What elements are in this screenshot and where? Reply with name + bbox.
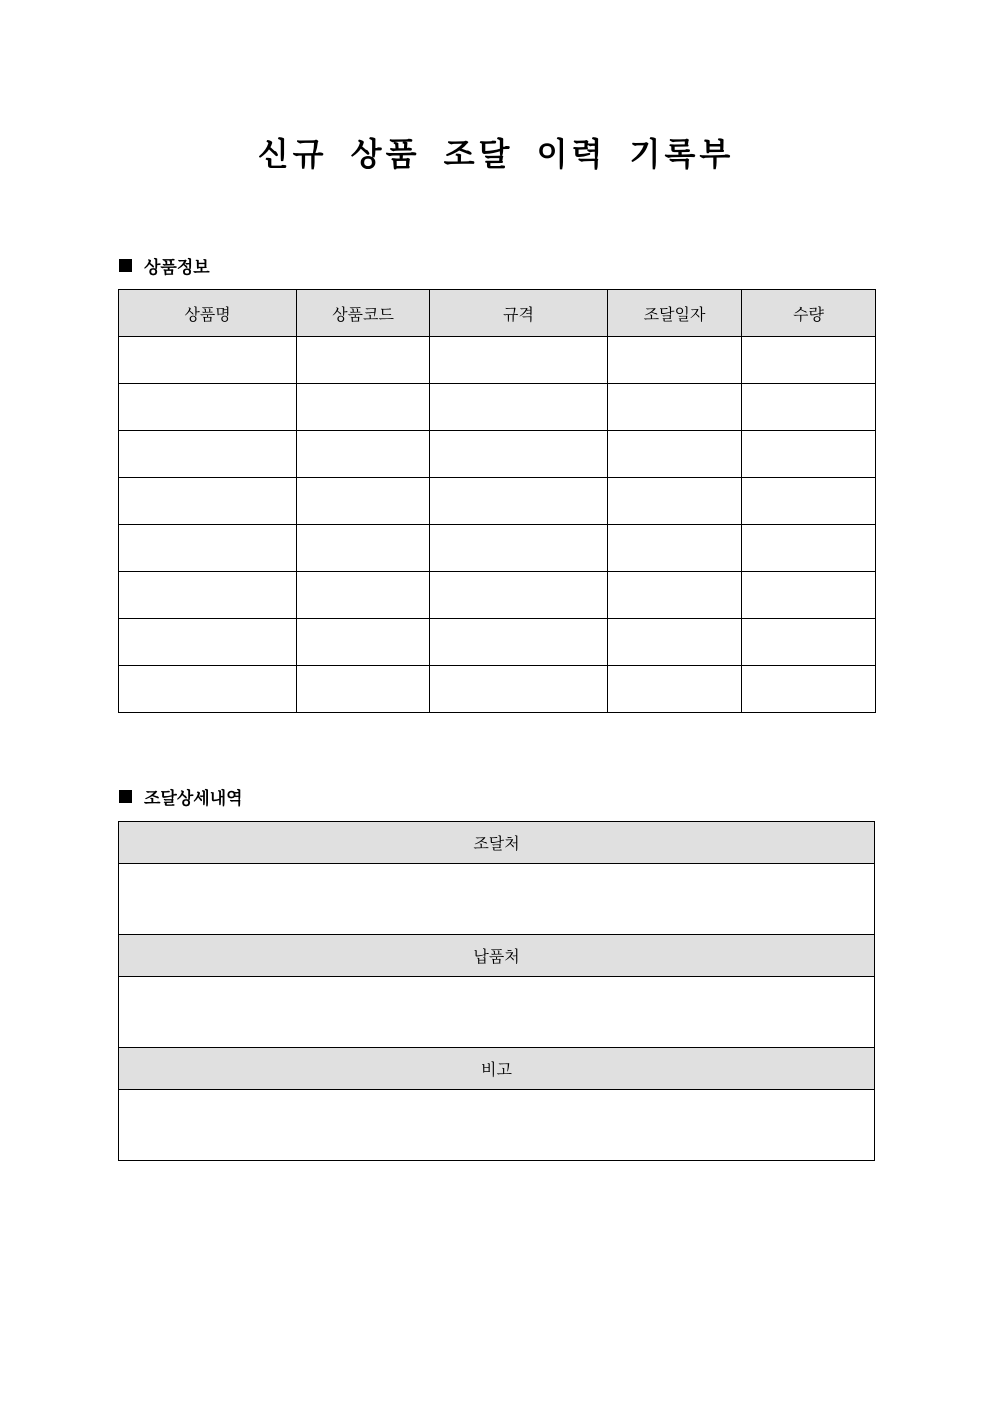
- black-square-icon: [119, 790, 132, 803]
- table-cell[interactable]: [297, 666, 430, 713]
- table-cell[interactable]: [297, 525, 430, 572]
- section-heading-label: 상품정보: [144, 257, 210, 278]
- table-cell[interactable]: [430, 619, 608, 666]
- table-cell[interactable]: [608, 619, 742, 666]
- detail-label-delivery: 납품처: [119, 935, 875, 977]
- column-header-spec: 규격: [430, 290, 608, 337]
- table-cell[interactable]: [742, 619, 876, 666]
- detail-body-row-supplier: [119, 864, 875, 935]
- table-cell[interactable]: [430, 478, 608, 525]
- table-cell[interactable]: [430, 337, 608, 384]
- column-header-product-code: 상품코드: [297, 290, 430, 337]
- table-cell[interactable]: [742, 431, 876, 478]
- detail-label-supplier: 조달처: [119, 822, 875, 864]
- table-cell[interactable]: [742, 666, 876, 713]
- table-cell[interactable]: [430, 525, 608, 572]
- detail-field-remarks[interactable]: [119, 1090, 875, 1161]
- table-cell[interactable]: [742, 572, 876, 619]
- column-header-quantity: 수량: [742, 290, 876, 337]
- page-title: 신규 상품 조달 이력 기록부: [257, 135, 735, 173]
- table-row: [119, 525, 876, 572]
- section-heading-procurement-details: [119, 784, 243, 808]
- table-row: [119, 384, 876, 431]
- detail-body-row-delivery: [119, 977, 875, 1048]
- table-cell[interactable]: [608, 525, 742, 572]
- detail-label-row-remarks: [119, 1048, 875, 1090]
- section-heading-label: 조달상세내역: [144, 788, 243, 809]
- table-cell[interactable]: [297, 572, 430, 619]
- table-cell[interactable]: [297, 431, 430, 478]
- table-row: [119, 666, 876, 713]
- table-cell[interactable]: [430, 431, 608, 478]
- product-info-table: [118, 289, 876, 713]
- table-cell[interactable]: [119, 619, 297, 666]
- table-cell[interactable]: [119, 572, 297, 619]
- table-cell[interactable]: [297, 384, 430, 431]
- table-cell[interactable]: [297, 619, 430, 666]
- table-cell[interactable]: [297, 478, 430, 525]
- table-cell[interactable]: [608, 478, 742, 525]
- table-row: [119, 572, 876, 619]
- table-cell[interactable]: [608, 666, 742, 713]
- black-square-icon: [119, 259, 132, 272]
- table-header-row: [119, 290, 876, 337]
- column-header-product-name: 상품명: [119, 290, 297, 337]
- table-cell[interactable]: [430, 666, 608, 713]
- detail-label-remarks: 비고: [119, 1048, 875, 1090]
- table-cell[interactable]: [608, 572, 742, 619]
- table-cell[interactable]: [742, 478, 876, 525]
- table-cell[interactable]: [119, 525, 297, 572]
- table-cell[interactable]: [608, 431, 742, 478]
- table-cell[interactable]: [119, 337, 297, 384]
- table-cell[interactable]: [119, 384, 297, 431]
- table-row: [119, 431, 876, 478]
- procurement-details-table: [118, 821, 875, 1161]
- table-cell[interactable]: [430, 384, 608, 431]
- table-cell[interactable]: [430, 572, 608, 619]
- table-cell[interactable]: [608, 384, 742, 431]
- table-cell[interactable]: [742, 337, 876, 384]
- detail-label-row-supplier: [119, 822, 875, 864]
- table-cell[interactable]: [119, 431, 297, 478]
- table-row: [119, 337, 876, 384]
- table-cell[interactable]: [297, 337, 430, 384]
- table-cell[interactable]: [608, 337, 742, 384]
- table-cell[interactable]: [119, 666, 297, 713]
- column-header-procurement-date: 조달일자: [608, 290, 742, 337]
- table-row: [119, 478, 876, 525]
- detail-body-row-remarks: [119, 1090, 875, 1161]
- table-row: [119, 619, 876, 666]
- detail-field-delivery[interactable]: [119, 977, 875, 1048]
- table-cell[interactable]: [742, 384, 876, 431]
- detail-label-row-delivery: [119, 935, 875, 977]
- table-cell[interactable]: [119, 478, 297, 525]
- section-heading-product-info: [119, 253, 210, 277]
- table-cell[interactable]: [742, 525, 876, 572]
- detail-field-supplier[interactable]: [119, 864, 875, 935]
